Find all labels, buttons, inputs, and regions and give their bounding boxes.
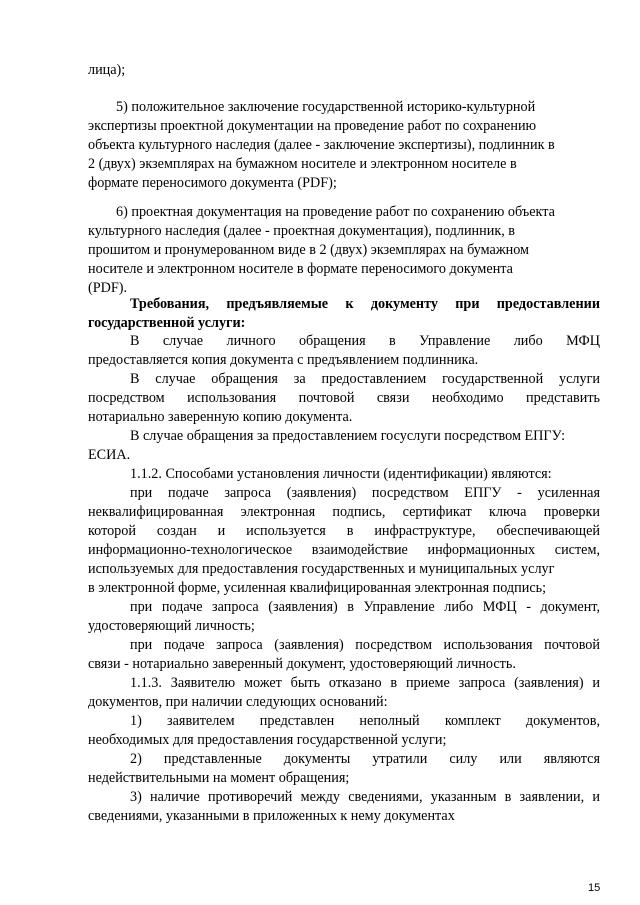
text-line: 2 (двух) экземплярах на бумажном носителе и электронном носителе в: [88, 156, 517, 172]
text-line: носителе и электронном носителе в формате переносимого документа: [88, 261, 513, 277]
text-line: экспертизы проектной документации на проведение работ по сохранению: [88, 118, 537, 134]
text-line: лица);: [88, 62, 126, 78]
text-line: посредством использования почтовой связи необходимо представить: [88, 390, 600, 406]
text-line: документов, при наличии следующих оснований:: [88, 694, 388, 710]
text-line: В случае обращения за предоставлением госуслуги посредством ЕПГУ:: [130, 428, 566, 444]
text-line: прошитом и пронумерованном виде в 2 (двух) экземплярах на бумажном: [88, 242, 530, 258]
text-line: 5) положительное заключение государственной историко-культурной: [116, 99, 536, 115]
text-line: 2) представленные документы утратили силу или являются: [130, 751, 600, 767]
text-line: используемых для предоставления государственных и муниципальных услуг: [88, 561, 555, 577]
text-line: неквалифицированная электронная подпись, сертификат ключа проверки: [88, 504, 600, 520]
text-line: необходимых для предоставления государственной услуги;: [88, 732, 447, 748]
text-line: ЕСИА.: [88, 447, 131, 463]
text-line: В случае личного обращения в Управление либо МФЦ: [130, 333, 600, 349]
text-line: нотариально заверенную копию документа.: [88, 409, 353, 425]
text-line: В случае обращения за предоставлением государственной услуги: [130, 371, 600, 387]
text-line: 1.1.3. Заявителю может быть отказано в приеме запроса (заявления) и: [130, 675, 600, 691]
text-line: при подаче запроса (заявления) в Управление либо МФЦ - документ,: [130, 599, 600, 615]
text-line: 6) проектная документация на проведение работ по сохранению объекта: [116, 204, 555, 220]
text-line: в электронной форме, усиленная квалифицированная электронная подпись;: [88, 580, 547, 596]
text-line: недействительными на момент обращения;: [88, 770, 350, 786]
text-line: 1.1.2. Способами установления личности (идентификации) являются:: [130, 466, 552, 482]
text-line: удостоверяющий личность;: [88, 618, 255, 634]
text-line: 3) наличие противоречий между сведениями, указанным в заявлении, и: [130, 789, 600, 805]
text-line: 1) заявителем представлен неполный комплект документов,: [130, 713, 600, 729]
text-line: объекта культурного наследия (далее - заключение экспертизы), подлинник в: [88, 137, 555, 153]
text-line: при подаче запроса (заявления) посредством ЕПГУ - усиленная: [130, 485, 600, 501]
text-line: связи - нотариально заверенный документ, удостоверяющий личность.: [88, 656, 516, 672]
text-line: предоставляется копия документа с предъявлением подлинника.: [88, 352, 479, 368]
page-number: 15: [588, 882, 601, 894]
text-line: информационно-технологическое взаимодействие информационных систем,: [88, 542, 600, 558]
text-line: формате переносимого документа (PDF);: [88, 175, 337, 191]
section-heading: Требования, предъявляемые к документу при предоставлении: [130, 296, 600, 312]
text-line: культурного наследия (далее - проектная документация), подлинник, в: [88, 223, 516, 239]
text-line: которой создан и используется в инфраструктуре, обеспечивающей: [88, 523, 600, 539]
text-line: (PDF).: [88, 280, 128, 296]
text-line: при подаче запроса (заявления) посредством использования почтовой: [130, 637, 600, 653]
text-line: сведениями, указанными в приложенных к нему документах: [88, 808, 455, 824]
section-heading-cont: государственной услуги:: [88, 315, 246, 331]
